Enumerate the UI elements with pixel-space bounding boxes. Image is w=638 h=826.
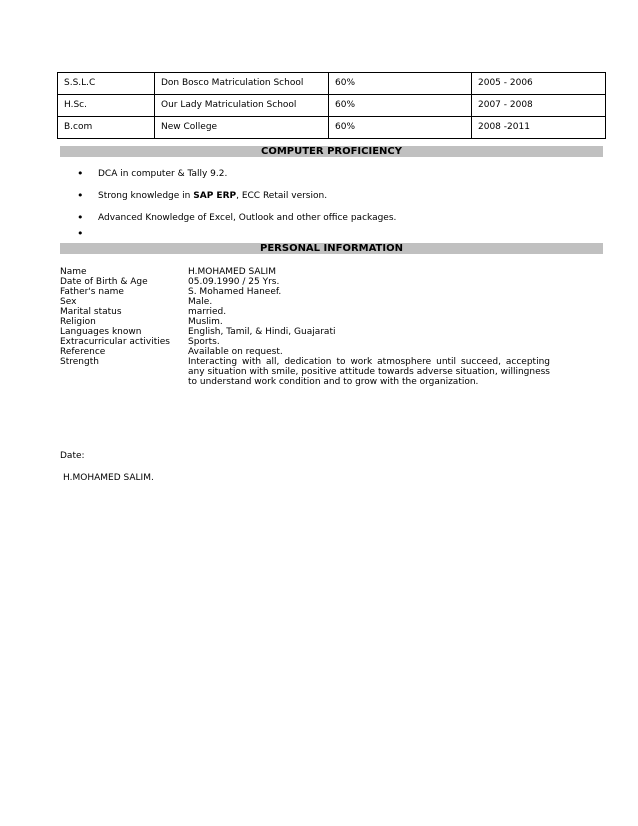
table-cell: 2005 - 2006 [472, 73, 606, 95]
info-row [60, 307, 550, 317]
table-cell: 60% [329, 117, 472, 139]
info-row [60, 317, 550, 327]
info-label: Father's name [60, 287, 124, 297]
table-cell: 60% [329, 73, 472, 95]
proficiency-list [60, 163, 600, 239]
info-label: Languages known [60, 327, 142, 337]
table-cell: S.S.L.C [58, 73, 155, 95]
info-value: Muslim. [188, 317, 223, 327]
item-text: DCA in computer & Tally 9.2. [98, 169, 228, 179]
info-label: Strength [60, 357, 99, 367]
item-text: , ECC Retail version. [236, 191, 328, 201]
info-value: H.MOHAMED SALIM [188, 267, 276, 277]
info-value: Available on request. [188, 347, 283, 357]
info-label: Sex [60, 297, 77, 307]
section-heading-computer-proficiency: COMPUTER PROFICIENCY [60, 146, 603, 157]
info-row [60, 357, 550, 387]
table-row [58, 117, 606, 139]
info-value: Sports. [188, 337, 220, 347]
info-value: Male. [188, 297, 213, 307]
bullet-icon: • [77, 227, 84, 240]
item-text: Advanced Knowledge of Excel, Outlook and other office packages. [98, 213, 397, 223]
date-label: Date: [60, 451, 85, 461]
info-label: Reference [60, 347, 106, 357]
education-table [57, 72, 606, 139]
info-label: Religion [60, 317, 96, 327]
info-value: 05.09.1990 / 25 Yrs. [188, 277, 280, 287]
info-label: Extracurricular activities [60, 337, 170, 347]
info-row [60, 267, 550, 277]
bullet-icon: • [77, 211, 84, 224]
item-text-bold: SAP ERP [193, 191, 237, 201]
info-row [60, 297, 550, 307]
bullet-icon: • [77, 167, 84, 180]
info-value: English, Tamil, & Hindi, Guajarati [188, 327, 336, 337]
table-row [58, 95, 606, 117]
info-row [60, 287, 550, 297]
info-value: S. Mohamed Haneef. [188, 287, 282, 297]
info-label: Name [60, 267, 87, 277]
table-cell: 2008 -2011 [472, 117, 606, 139]
list-item [60, 229, 600, 239]
info-row [60, 337, 550, 347]
info-label: Date of Birth & Age [60, 277, 148, 287]
table-cell: H.Sc. [58, 95, 155, 117]
table-cell: Our Lady Matriculation School [155, 95, 329, 117]
table-cell: B.com [58, 117, 155, 139]
signature-name: H.MOHAMED SALIM. [63, 473, 154, 483]
info-row [60, 277, 550, 287]
list-item [60, 185, 600, 207]
list-item [60, 207, 600, 229]
list-item [60, 163, 600, 185]
bullet-icon: • [77, 189, 84, 202]
table-cell: New College [155, 117, 329, 139]
item-text: Strong knowledge in [98, 191, 194, 201]
table-cell: 2007 - 2008 [472, 95, 606, 117]
info-row [60, 347, 550, 357]
table-cell: Don Bosco Matriculation School [155, 73, 329, 95]
table-cell: 60% [329, 95, 472, 117]
info-value: married. [188, 307, 227, 317]
table-row [58, 73, 606, 95]
info-label: Marital status [60, 307, 122, 317]
personal-info-list [60, 267, 550, 387]
info-value: Interacting with all, dedication to work atmosphere until succeed, accepting any situation with smile, positive attitude towards adverse situation, willingness to understand work condition and to grow with the organization. [188, 357, 550, 387]
info-row [60, 327, 550, 337]
section-heading-personal-information: PERSONAL INFORMATION [60, 243, 603, 254]
